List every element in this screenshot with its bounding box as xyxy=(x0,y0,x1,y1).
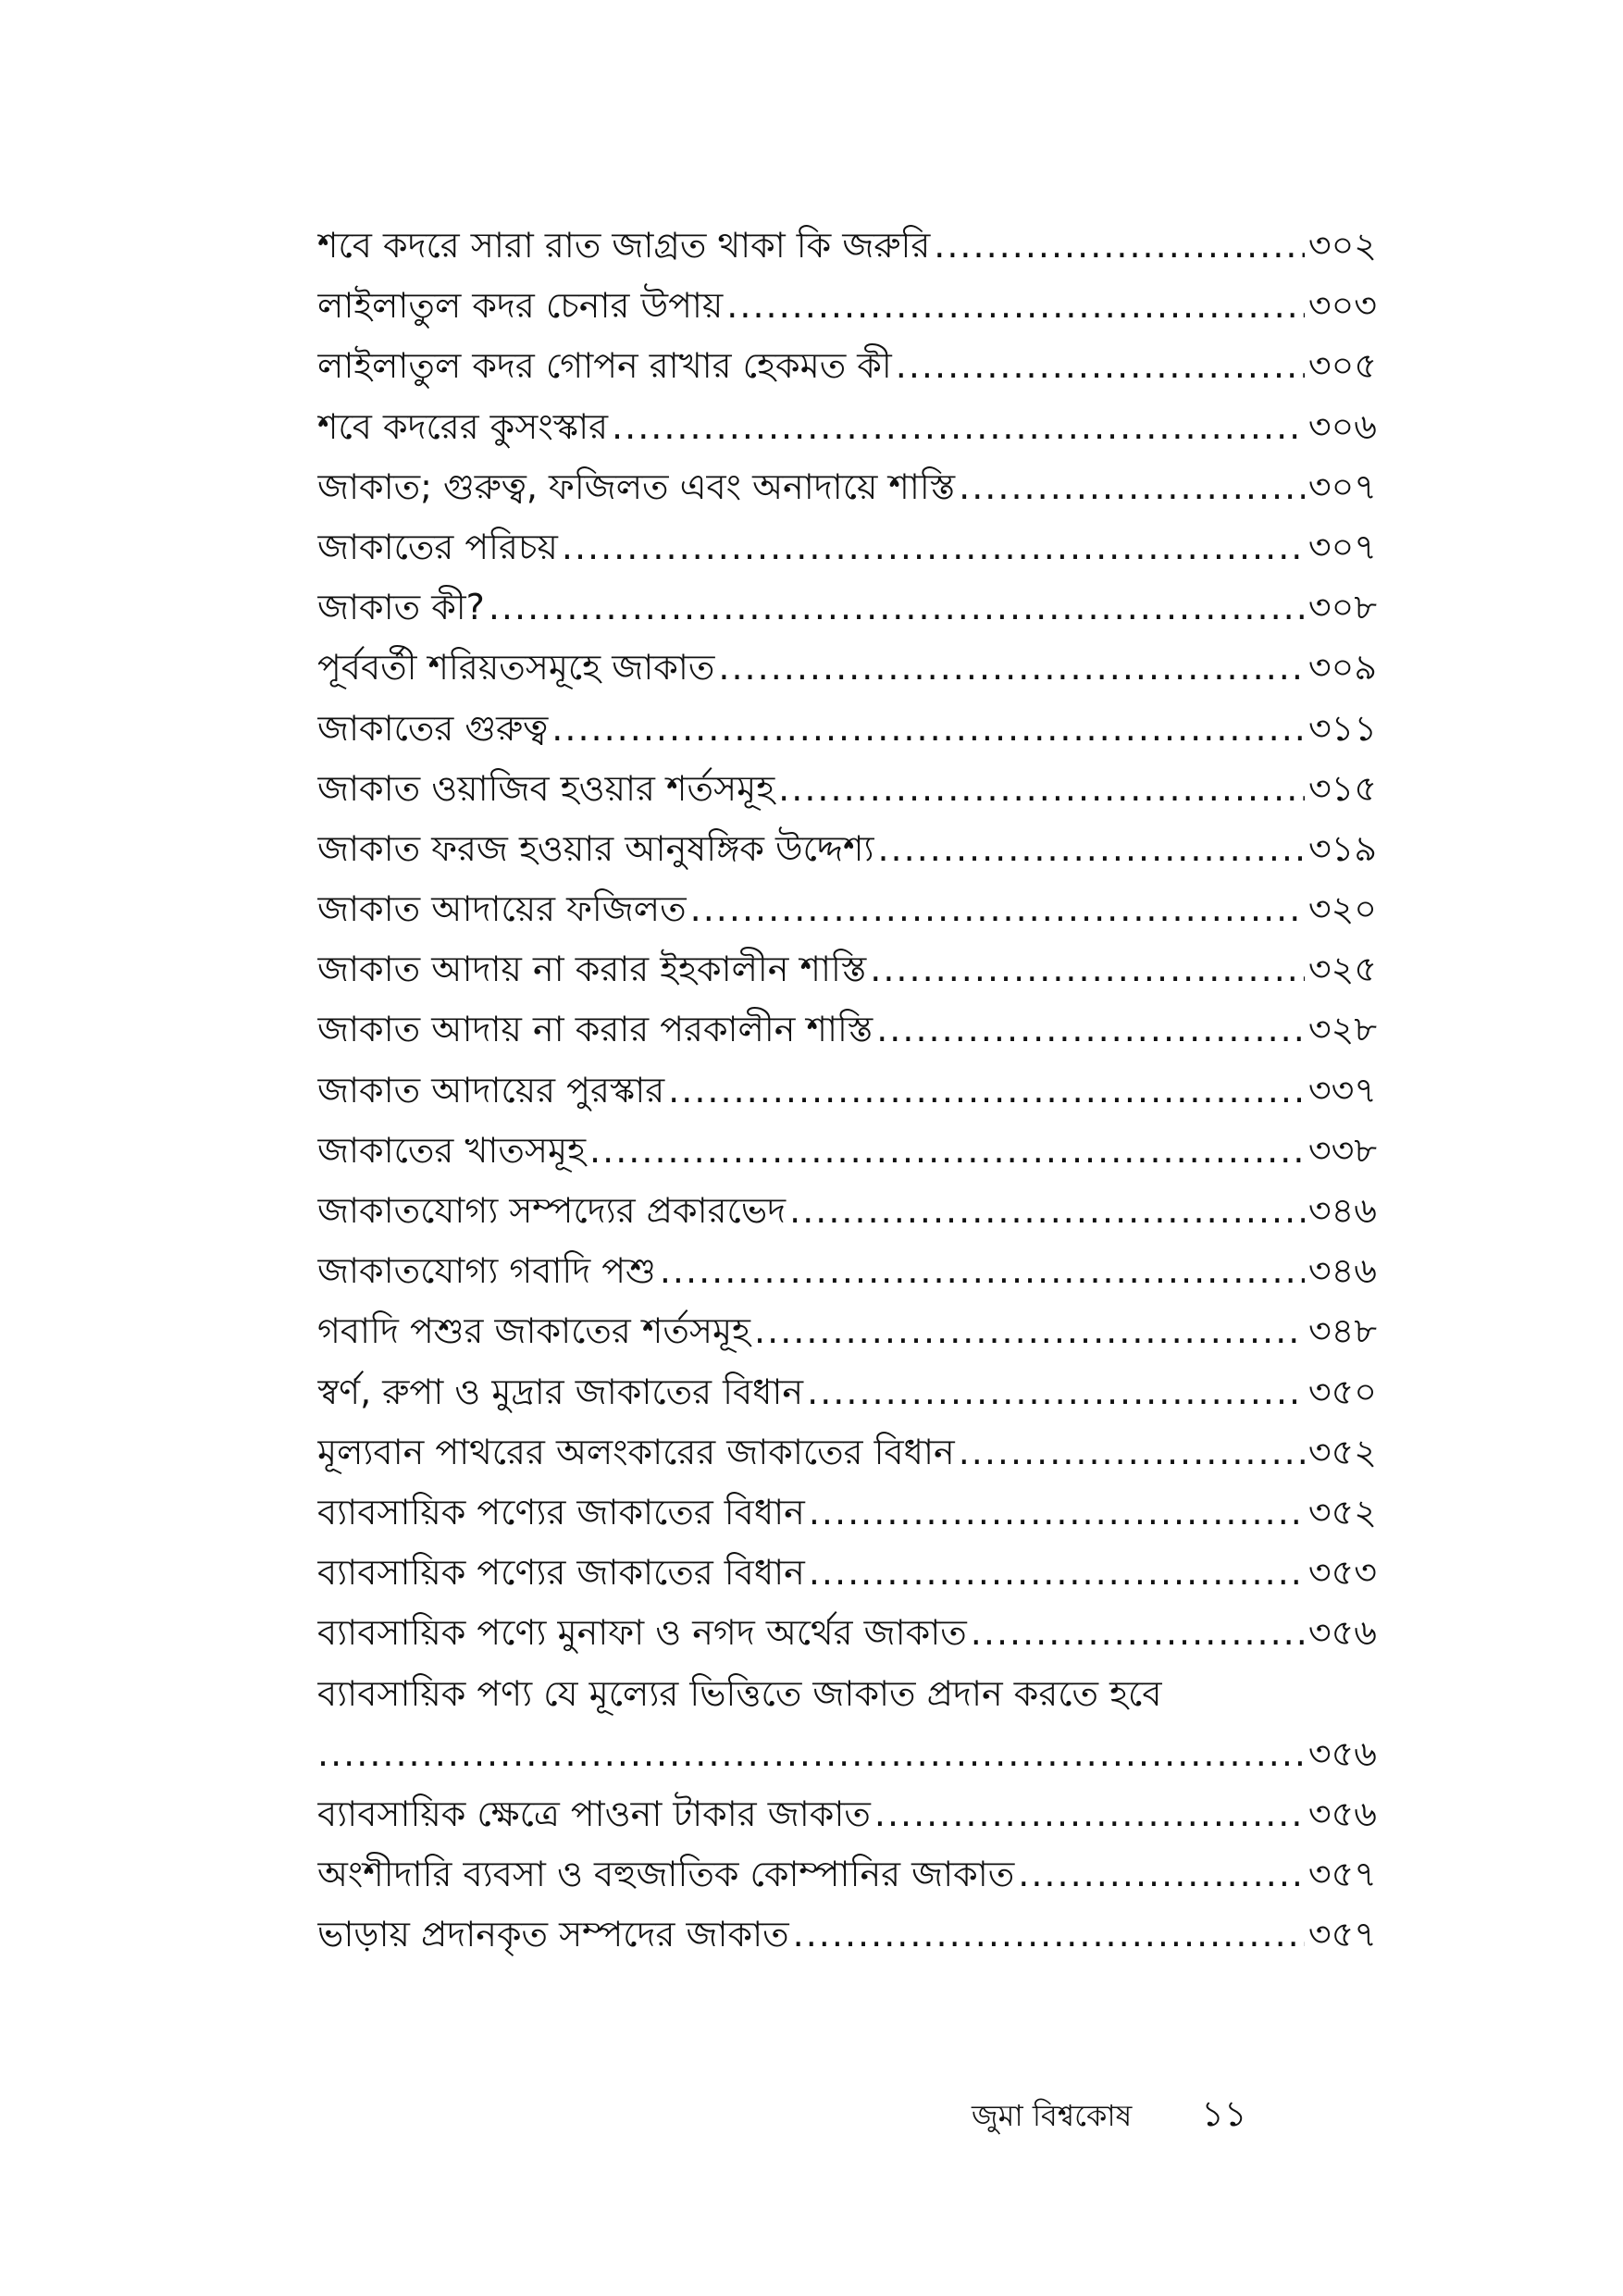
toc-entry-page: ৩৫৭ xyxy=(1307,1914,1377,1955)
toc-leader-dots xyxy=(971,1603,1305,1663)
toc-entry-page: ৩৫২ xyxy=(1307,1491,1377,1533)
toc-entry[interactable] xyxy=(317,699,1377,759)
toc-entry[interactable] xyxy=(317,1241,1377,1301)
toc-entry[interactable] xyxy=(317,879,1377,939)
toc-entry[interactable] xyxy=(317,577,1377,638)
toc-entry[interactable] xyxy=(317,1422,1377,1483)
toc-entry-page: ৩৩৭ xyxy=(1307,1069,1377,1111)
toc-entry[interactable] xyxy=(317,1121,1377,1181)
toc-entry-page: ৩৫৩ xyxy=(1307,1552,1377,1594)
toc-entry-page: ৩১১ xyxy=(1307,707,1377,749)
toc-leader-dots xyxy=(809,1543,1305,1603)
toc-entry-title: জাকাতযোগ্য গবাদি পশু xyxy=(317,1250,656,1292)
toc-entry-page: ৩০৩ xyxy=(1307,285,1377,327)
toc-entry-page: ৩৫৬ xyxy=(1307,1793,1377,1834)
toc-entry[interactable] xyxy=(317,1844,1377,1905)
toc-entry[interactable] xyxy=(317,1784,1377,1844)
toc-leader-dots xyxy=(660,1241,1305,1301)
toc-entry-title: শবে কদরের কুসংস্কার xyxy=(317,405,609,447)
toc-entry[interactable] xyxy=(317,638,1377,698)
toc-main-list xyxy=(317,216,1377,1664)
toc-entry[interactable] xyxy=(317,1603,1377,1663)
toc-entry-title: স্বর্ণ, রুপা ও মুদ্রার জাকাতের বিধান xyxy=(317,1371,804,1412)
page-number: ১১ xyxy=(1201,2093,1247,2134)
toc-entry-title: জাকাতের খাতসমূহ xyxy=(317,1129,587,1171)
toc-leader-dots xyxy=(754,1301,1305,1361)
page-footer xyxy=(972,2087,1360,2142)
toc-leader-dots xyxy=(959,457,1305,517)
toc-leader-dots xyxy=(562,517,1305,577)
toc-entry[interactable] xyxy=(317,999,1377,1060)
toc-leader-dots xyxy=(807,1362,1305,1422)
toc-entry-page: ৩০৯ xyxy=(1307,647,1377,689)
toc-entry[interactable] xyxy=(317,1061,1377,1121)
toc-entry-page: ৩১৯ xyxy=(1307,827,1377,869)
toc-leader-dots xyxy=(551,699,1305,759)
toc-entry-page: ৩০৭ xyxy=(1307,465,1377,507)
toc-leader-dots xyxy=(874,1784,1305,1844)
toc-entry[interactable] xyxy=(317,1362,1377,1422)
toc-entry-title: অংশীদারি ব্যবসা ও বহুজাতিক কোম্পানির জাকাত xyxy=(317,1854,1015,1895)
toc-entry-title: ব্যাবসায়িক পণ্যে মুনাফা ও নগদ অর্থের জাকাত xyxy=(317,1612,967,1654)
toc-entry[interactable] xyxy=(317,276,1377,336)
toc-entry-page: ৩৪৬ xyxy=(1307,1190,1377,1231)
toc-leader-dots xyxy=(896,336,1305,396)
toc-entry-page: ৩৪৬ xyxy=(1307,1250,1377,1292)
toc-leader-dots xyxy=(1018,1844,1305,1905)
toc-entry-title: ব্যাবসায়িক পণ্যের জাকাতের বিধান xyxy=(317,1552,805,1594)
toc-leader-dots xyxy=(959,1422,1305,1483)
toc-entry-page: ৩০৭ xyxy=(1307,526,1377,567)
toc-leader-dots xyxy=(789,1181,1305,1241)
toc-entry-page: ৩৩৮ xyxy=(1307,1129,1377,1171)
toc-entry-title: লাইলাতুল কদর গোপন রাখার হেকমত কী xyxy=(317,345,892,387)
toc-leader-dots xyxy=(793,1905,1305,1965)
toc-entry-title: জাকাতের গুরুত্ব xyxy=(317,707,549,749)
toc-entry-page: ৩২৮ xyxy=(1307,1009,1377,1050)
toc-entry-title: লাইলাতুল কদর চেনার উপায় xyxy=(317,285,724,327)
toc-entry-page: ৩০২ xyxy=(1307,225,1377,266)
toc-entry-page: ৩৫৬ xyxy=(1307,1612,1377,1654)
toc-entry-title: শবে কদরে সারা রাত জাগ্রত থাকা কি জরুরি xyxy=(317,225,931,266)
toc-leader-dots xyxy=(718,638,1305,698)
toc-leader-dots xyxy=(489,577,1305,638)
toc-entry[interactable] xyxy=(317,1543,1377,1603)
toc-entry-page: ৩২৫ xyxy=(1307,949,1377,990)
toc-entry-title: পূর্ববর্তী শরিয়তসমূহে জাকাত xyxy=(317,647,715,689)
toc-entry-title: জাকাতের পরিচয় xyxy=(317,526,558,567)
toc-entry[interactable] xyxy=(317,457,1377,517)
toc-entry[interactable] xyxy=(317,216,1377,276)
toc-leader-dots xyxy=(870,939,1305,999)
toc-leader-dots xyxy=(876,999,1305,1060)
toc-entry-title: ব্যাবসায়িক পণ্যের জাকাতের বিধান xyxy=(317,1491,805,1533)
toc-entry-page: ৩৫২ xyxy=(1307,1431,1377,1472)
book-title: জুমা বিশ্বকোষ xyxy=(972,2098,1133,2133)
toc-entry-title: ব্যাবসায়িক ক্ষেত্রে পাওনা টাকার জাকাত xyxy=(317,1793,871,1834)
toc-entry-title: গবাদি পশুর জাকাতের শর্তসমূহ xyxy=(317,1310,751,1352)
toc-entry-title: জাকাত; গুরুত্ব, ফজিলত এবং অনাদায়ে শাস্তি xyxy=(317,465,956,507)
toc-entry-page: ৩৫৬ xyxy=(1307,1732,1377,1774)
toc-entry-title: জাকাত ওয়াজিব হওয়ার শর্তসমূহ xyxy=(317,767,775,809)
toc-entry[interactable] xyxy=(317,759,1377,819)
toc-leader-dots xyxy=(690,879,1305,939)
toc-entry-title: জাকাত কী? xyxy=(317,587,485,628)
toc-entry-page: ৩০৫ xyxy=(1307,345,1377,387)
toc-leader-dots xyxy=(317,1724,1305,1784)
toc-entry-page: ৩০৬ xyxy=(1307,405,1377,447)
toc-entry-page: ৩০৮ xyxy=(1307,587,1377,628)
toc-entry[interactable] xyxy=(317,1905,1377,1965)
toc-entry-page: ৩৪৮ xyxy=(1307,1310,1377,1352)
toc-entry-page: ৩১৫ xyxy=(1307,767,1377,809)
toc-leader-dots xyxy=(612,397,1305,457)
toc-entry[interactable] xyxy=(317,397,1377,457)
toc-leader-dots xyxy=(726,276,1305,336)
toc-leader-dots xyxy=(668,1061,1305,1121)
toc-entry[interactable] xyxy=(317,1301,1377,1361)
toc-entry[interactable] xyxy=(317,939,1377,999)
toc-entry-page: ৩২০ xyxy=(1307,888,1377,930)
toc-entry-title: মূল্যবান পাথরের অলংকারের জাকাতের বিধান xyxy=(317,1431,955,1472)
table-of-contents xyxy=(317,216,1377,1965)
toc-entry-title: জাকাত ফরজ হওয়ার আনুষঙ্গিক উদ্দেশ্য xyxy=(317,827,874,869)
toc-entry-title: ব্যাবসায়িক পণ্য যে মূল্যের ভিত্তিতে জাকাত প্রদান করতে হবে xyxy=(317,1672,1162,1714)
toc-leader-dots xyxy=(809,1483,1305,1543)
toc-entry[interactable] xyxy=(317,1181,1377,1241)
toc-entry[interactable] xyxy=(317,517,1377,577)
toc-entry[interactable] xyxy=(317,819,1377,879)
toc-entry-title: জাকাত আদায় না করার পরকালীন শাস্তি xyxy=(317,1009,873,1050)
toc-entry-title: জাকাত আদায়ের ফজিলত xyxy=(317,888,687,930)
toc-entry-title: জাকাত আদায় না করার ইহকালীন শাস্তি xyxy=(317,949,867,990)
toc-tail-list xyxy=(317,1784,1377,1966)
toc-entry[interactable] xyxy=(317,1483,1377,1543)
toc-leader-dots xyxy=(778,759,1305,819)
toc-leader-dots xyxy=(877,819,1305,879)
toc-leader-dots xyxy=(934,216,1305,276)
toc-entry-title: জাকাতযোগ্য সম্পদ্যের প্রকারভেদ xyxy=(317,1190,787,1231)
toc-leader-dots xyxy=(589,1121,1305,1181)
toc-entry-page: ৩৫৭ xyxy=(1307,1854,1377,1895)
toc-entry-title: জাকাত আদায়ের পুরস্কার xyxy=(317,1069,665,1111)
toc-entry[interactable] xyxy=(317,336,1377,396)
toc-entry-page: ৩৫০ xyxy=(1307,1371,1377,1412)
toc-entry-title: ভাড়ায় প্রদানকৃত সম্পদের জাকাত xyxy=(317,1914,789,1955)
toc-entry-wrapped[interactable] xyxy=(317,1664,1377,1784)
